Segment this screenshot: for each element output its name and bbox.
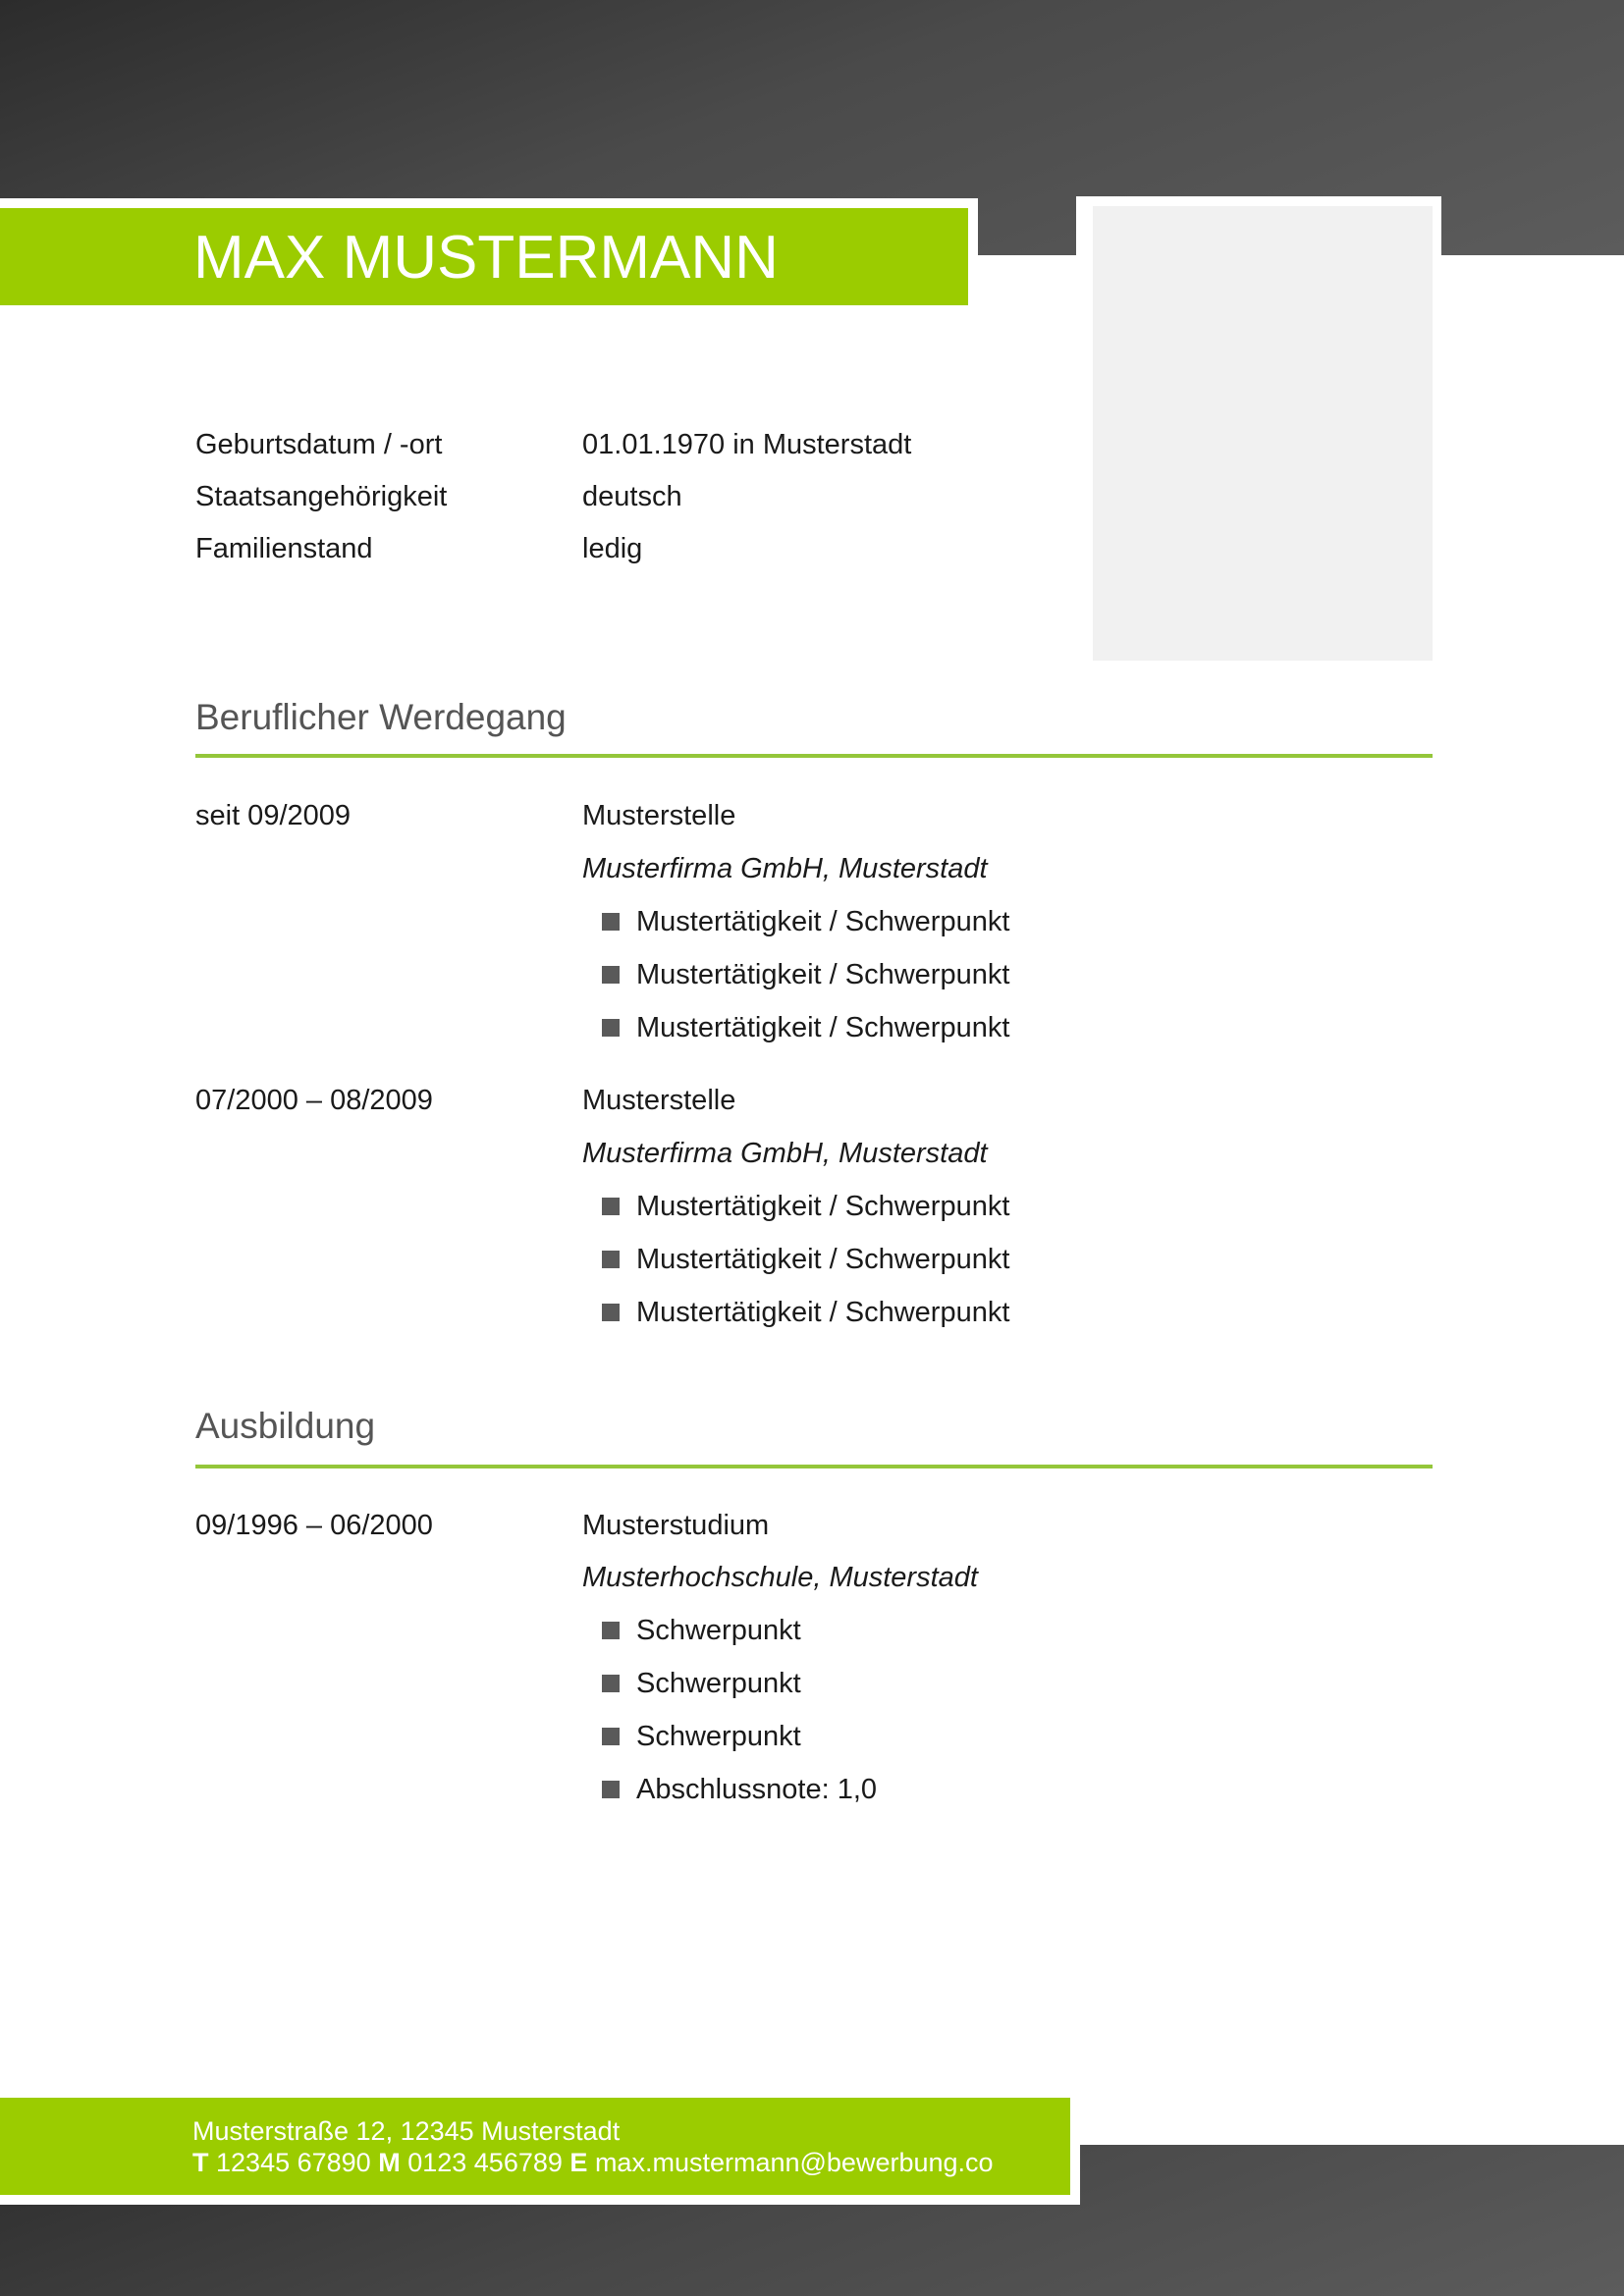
career-period: seit 09/2009 <box>195 800 352 831</box>
education-period: 09/1996 – 06/2000 <box>195 1510 433 1541</box>
square-bullet-icon <box>602 1781 620 1798</box>
career-position: Musterstelle <box>582 800 736 831</box>
phone-number: 12345 67890 <box>216 2148 371 2177</box>
square-bullet-icon <box>602 1251 620 1268</box>
career-period: 07/2000 – 08/2009 <box>195 1085 433 1116</box>
list-item: Mustertätigkeit / Schwerpunkt <box>602 1010 1009 1045</box>
email-address: max.mustermann@bewerbung.co <box>594 2148 994 2177</box>
footer-contact-line <box>192 2147 994 2178</box>
career-company: Musterfirma GmbH, Musterstadt <box>582 1138 988 1169</box>
footer-address: Musterstraße 12, 12345 Musterstadt <box>192 2116 621 2146</box>
square-bullet-icon <box>602 1019 620 1037</box>
personal-value-marital: ledig <box>582 533 643 564</box>
section-divider <box>195 754 1433 758</box>
list-item: Mustertätigkeit / Schwerpunkt <box>602 1295 1009 1330</box>
section-title-education: Ausbildung <box>195 1406 376 1446</box>
personal-label-nationality: Staatsangehörigkeit <box>195 481 448 512</box>
square-bullet-icon <box>602 966 620 984</box>
list-item: Schwerpunkt <box>602 1666 801 1701</box>
education-program: Musterstudium <box>582 1510 770 1541</box>
square-bullet-icon <box>602 1304 620 1321</box>
section-divider <box>195 1465 1433 1468</box>
list-item: Schwerpunkt <box>602 1613 801 1648</box>
square-bullet-icon <box>602 1198 620 1215</box>
career-company: Musterfirma GmbH, Musterstadt <box>582 853 988 884</box>
list-item: Mustertätigkeit / Schwerpunkt <box>602 904 1009 939</box>
square-bullet-icon <box>602 913 620 931</box>
mobile-label: M <box>378 2148 401 2177</box>
square-bullet-icon <box>602 1728 620 1745</box>
education-institution: Musterhochschule, Musterstadt <box>582 1562 978 1593</box>
list-item: Mustertätigkeit / Schwerpunkt <box>602 1242 1009 1277</box>
photo-placeholder <box>1093 206 1433 661</box>
square-bullet-icon <box>602 1622 620 1639</box>
phone-label: T <box>192 2148 209 2177</box>
personal-label-birth: Geburtsdatum / -ort <box>195 429 443 460</box>
personal-label-marital: Familienstand <box>195 533 373 564</box>
list-item: Mustertätigkeit / Schwerpunkt <box>602 957 1009 992</box>
applicant-name: MAX MUSTERMANN <box>193 224 779 292</box>
mobile-number: 0123 456789 <box>407 2148 563 2177</box>
list-item: Mustertätigkeit / Schwerpunkt <box>602 1189 1009 1224</box>
personal-value-nationality: deutsch <box>582 481 682 512</box>
list-item: Abschlussnote: 1,0 <box>602 1772 877 1807</box>
email-label: E <box>569 2148 588 2177</box>
section-title-career: Beruflicher Werdegang <box>195 697 567 737</box>
square-bullet-icon <box>602 1675 620 1692</box>
career-position: Musterstelle <box>582 1085 736 1116</box>
list-item: Schwerpunkt <box>602 1719 801 1754</box>
personal-value-birth: 01.01.1970 in Musterstadt <box>582 429 912 460</box>
